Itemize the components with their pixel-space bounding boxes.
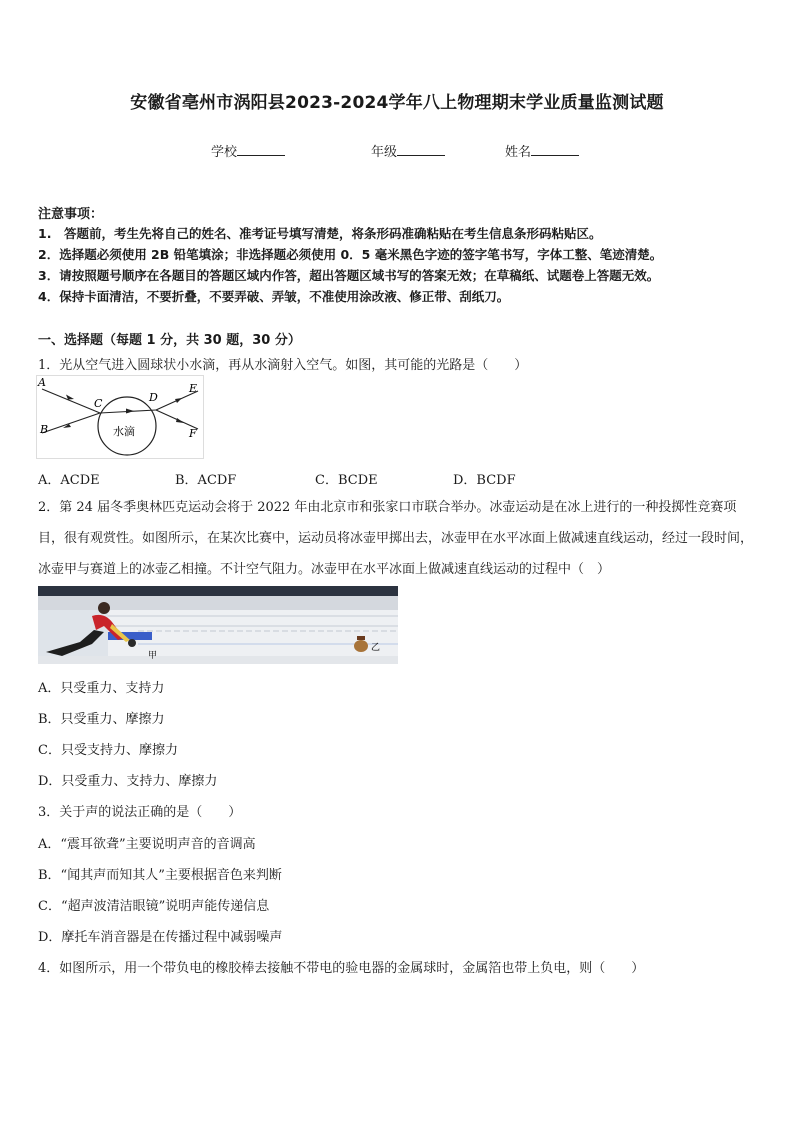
q3-option-a[interactable]: A．“震耳欲聋”主要说明声音的音调高 [38,837,256,852]
label-curling-jia: 甲 [148,651,158,661]
q3-option-c[interactable]: C．“超声波清洁眼镜”说明声能传递信息 [38,899,270,914]
label-curling-yi: 乙 [371,643,381,653]
note-3: 3．请按照题号顺序在各题目的答题区域内作答，超出答题区域书写的答案无效；在草稿纸、试题卷上答题无效。 [38,268,660,283]
school-label: 学校 [211,145,238,160]
label-A: A [38,376,46,389]
q1-option-a[interactable]: A．ACDE [38,473,100,488]
school-field [211,141,285,160]
name-blank[interactable] [531,143,579,156]
q2-option-d[interactable]: D．只受重力、支持力、摩擦力 [38,774,218,789]
school-blank[interactable] [237,143,285,156]
q2-option-a[interactable]: A．只受重力、支持力 [38,681,165,696]
q2-option-b[interactable]: B．只受重力、摩擦力 [38,712,165,727]
note-2: 2．选择题必须使用 2B 铅笔填涂；非选择题必须使用 0．5 毫米黑色字迹的签字笔书写，字体工整、笔迹清楚。 [38,247,663,262]
label-D: D [149,391,158,404]
q2-option-c[interactable]: C．只受支持力、摩擦力 [38,743,178,758]
label-B: B [40,423,49,436]
section-heading: 一、选择题（每题 1 分，共 30 题，30 分） [38,333,301,348]
q1-option-c[interactable]: C．BCDE [315,473,378,488]
name-field [505,141,579,160]
question-3-text: 3．关于声的说法正确的是（ ） [38,805,242,820]
name-label: 姓名 [505,145,532,160]
question-2-text: 2．第 24 届冬季奥林匹克运动会将于 2022 年由北京市和张家口市联合举办。冰壶运动是在冰上进行的一种投掷性竞赛项目，很有观赏性。如图所示，在某次比赛中，运动员将冰壶甲掷出去，冰壶甲在水平冰面上做减速直线运动，经过一段时间，冰壶甲与赛道上的冰壶乙相撞。不计空气阻力。冰壶甲在水平冰面上做减速直线运动的过程中（ ） [38,500,754,577]
grade-blank[interactable] [397,143,445,156]
label-E: E [189,382,198,395]
light-path-diagram [36,375,204,459]
label-C: C [94,397,103,410]
note-4: 4．保持卡面清洁，不要折叠，不要弄破、弄皱，不准使用涂改液、修正带、刮纸刀。 [38,289,510,304]
curling-photo [38,586,398,664]
q1-option-b[interactable]: B．ACDF [175,473,237,488]
q3-option-d[interactable]: D．摩托车消音器是在传播过程中减弱噪声 [38,930,283,945]
label-water-drop: 水滴 [113,425,135,438]
grade-label: 年级 [371,145,398,160]
grade-field [371,141,445,160]
q1-option-d[interactable]: D．BCDF [453,473,516,488]
question-4-text: 4．如图所示，用一个带负电的橡胶棒去接触不带电的验电器的金属球时，金属箔也带上负电，则（ ） [38,961,645,976]
note-1: 1. 答题前，考生先将自己的姓名、准考证号填写清楚，将条形码准确粘贴在考生信息条形码粘贴区。 [38,226,602,241]
page-title: 安徽省亳州市涡阳县2023-2024学年八上物理期末学业质量监测试题 [130,93,664,113]
question-1-text: 1．光从空气进入圆球状小水滴，再从水滴射入空气。如图，其可能的光路是（ ） [38,358,528,373]
q3-option-b[interactable]: B．“闻其声而知其人”主要根据音色来判断 [38,868,282,883]
label-F: F [189,427,197,440]
notes-heading: 注意事项： [38,207,104,222]
